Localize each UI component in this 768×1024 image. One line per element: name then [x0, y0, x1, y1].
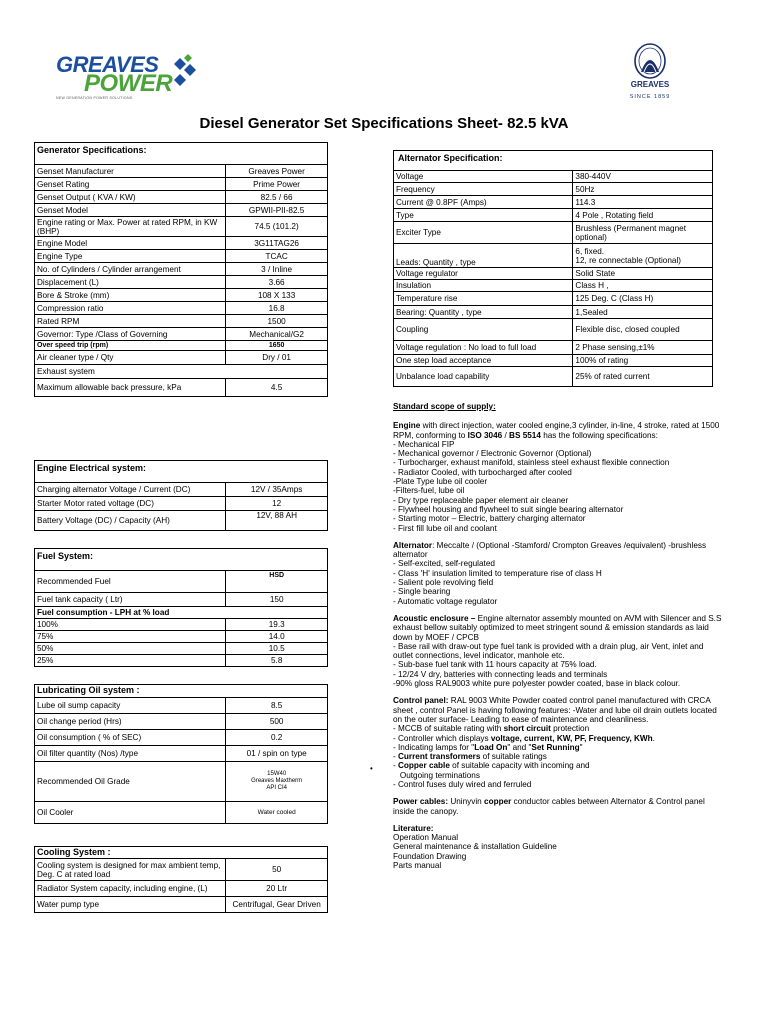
row-value: HSD	[226, 571, 328, 593]
row-label: Governor: Type /Class of Governing	[35, 328, 226, 341]
list-item	[393, 761, 723, 770]
text-run: "	[579, 742, 583, 752]
row-label: Oil consumption ( % of SEC)	[35, 730, 226, 746]
row-label: Coupling	[394, 319, 573, 341]
row-value: 25% of rated current	[573, 367, 713, 387]
list-item	[393, 734, 723, 743]
row-value: 100% of rating	[573, 355, 713, 367]
row-label: Air cleaner type / Qty	[35, 351, 226, 365]
row-label: Maximum allowable back pressure, kPa	[35, 379, 226, 397]
row-label: Type	[394, 209, 573, 222]
row-label: Engine Model	[35, 237, 226, 250]
list-item: - First fill lube oil and coolant	[393, 523, 497, 533]
list-item: - Automatic voltage regulator	[393, 596, 498, 606]
engine-sep: /	[502, 430, 510, 440]
page-title: Diesel Generator Set Specifications Sheet- 82.5 kVA	[199, 115, 569, 132]
row-value: Flexible disc, closed coupled	[573, 319, 713, 341]
row-value: Mechanical/G2	[226, 328, 328, 341]
row-label: One step load acceptance	[394, 355, 573, 367]
control-panel-lead: Control panel:	[393, 696, 449, 706]
row-value: Water cooled	[226, 802, 328, 824]
row-value: 10.5	[226, 643, 328, 655]
text-run: Load On	[474, 742, 508, 752]
text-run: - Controller which displays	[393, 733, 491, 743]
list-item: -Filters-fuel, lube oil	[393, 486, 465, 496]
row-value: 8.5	[226, 698, 328, 714]
list-item: - 12/24 V dry, batteries with connecting leads and terminals	[393, 669, 608, 679]
row-value: 3.66	[226, 276, 328, 289]
list-item: Parts manual	[393, 861, 442, 871]
iso-ref: ISO 3046	[467, 430, 503, 440]
row-value: TCAC	[226, 250, 328, 263]
text-run: of suitable capacity with incoming and	[449, 761, 590, 771]
emblem-name: GREAVES	[630, 80, 670, 89]
row-label: Voltage regulator	[394, 268, 573, 280]
row-value: 1,Sealed	[573, 306, 713, 319]
row-label: Compression ratio	[35, 302, 226, 315]
list-item: - Mechanical FIP	[393, 439, 455, 449]
row-value: Class H ,	[573, 280, 713, 292]
row-value: Brushless (Permanent magnet optional)	[573, 222, 713, 244]
text-run: short circuit	[503, 724, 551, 734]
scope-of-supply	[393, 402, 723, 870]
logo-diamond-icon	[174, 54, 198, 92]
list-item	[393, 743, 723, 752]
row-value: 50Hz	[573, 183, 713, 196]
row-label: Bore & Stroke (mm)	[35, 289, 226, 302]
row-value: 380-440V	[573, 171, 713, 183]
acoustic-lead: Acoustic enclosure –	[393, 613, 476, 623]
alternator-spec-table	[393, 150, 713, 387]
row-label: Charging alternator Voltage / Current (DC)	[35, 483, 226, 497]
table-header: Generator Specifications:	[35, 143, 328, 165]
row-label: Battery Voltage (DC) / Capacity (AH)	[35, 511, 226, 531]
engine-tail: has the following specifications:	[540, 430, 658, 440]
row-label: Fuel consumption - LPH at % load	[35, 607, 328, 619]
row-value: 16.8	[226, 302, 328, 315]
alternator-intro: : Meccalte / (Optional -Stamford/ Crompton Greaves /equivalent) -brushless alternator	[393, 540, 707, 560]
row-label: Starter Motor rated voltage (DC)	[35, 497, 226, 511]
bs-ref: BS 5514	[509, 430, 541, 440]
scope-heading: Standard scope of supply:	[393, 402, 496, 411]
emblem-since: SINCE 1859	[629, 94, 671, 100]
row-label: Fuel tank capacity ( Ltr)	[35, 593, 226, 607]
control-panel-intro: RAL 9003 White Powder coated control panel manufactured with CRCA sheet , control Panel is having following features: -Water and lube oil drain outlets located on the outer surface- Leading to ease of maintenance and cleanliness.	[393, 696, 717, 724]
row-label: Lube oil sump capacity	[35, 698, 226, 714]
row-value: 4 Pole , Rotating field	[573, 209, 713, 222]
row-label: Over speed trip (rpm)	[35, 341, 226, 351]
list-item: General maintenance & installation Guideline	[393, 842, 557, 852]
row-value: 1500	[226, 315, 328, 328]
list-item: Outgoing terminations	[393, 770, 480, 780]
row-value: Greaves Power	[226, 165, 328, 178]
row-label: Displacement (L)	[35, 276, 226, 289]
row-value: 125 Deg. C (Class H)	[573, 292, 713, 306]
acoustic-paragraph	[393, 614, 723, 642]
row-label: Engine rating or Max. Power at rated RPM, in KW (BHP)	[35, 217, 226, 237]
list-item: - Self-excited, self-regulated	[393, 559, 495, 569]
text-run: .	[652, 733, 655, 743]
row-value: 108 X 133	[226, 289, 328, 302]
row-label: Temperature rise	[394, 292, 573, 306]
text-run: " and "	[507, 742, 532, 752]
row-label: Current @ 0.8PF (Amps)	[394, 196, 573, 209]
row-value: 20 Ltr	[226, 881, 328, 897]
row-label: Genset Manufacturer	[35, 165, 226, 178]
text-run: voltage, current, KW, PF, Frequency, KWh	[490, 733, 653, 743]
power-cables-paragraph	[393, 797, 723, 816]
row-value: 4.5	[226, 379, 328, 397]
engine-lead: Engine	[393, 421, 421, 431]
row-label: 100%	[35, 619, 226, 631]
greaves-power-logo	[48, 50, 198, 104]
text-run: conductor cables between Alternator & Control panel inside the canopy.	[393, 797, 705, 816]
text-run: Copper cable	[398, 761, 450, 771]
row-label: Genset Output ( KVA / KW)	[35, 191, 226, 204]
list-item: - Turbocharger, exhaust manifold, stainless steel exhaust flexible connection	[393, 458, 670, 468]
table-header: Alternator Specification:	[394, 151, 713, 171]
electrical-spec-table	[34, 460, 328, 531]
row-value: 12V / 35Amps	[226, 483, 328, 497]
bullet-marker: •	[370, 764, 373, 773]
list-item: - Control fuses duly wired and ferruled	[393, 779, 532, 789]
table-header: Lubricating Oil system :	[35, 685, 328, 698]
list-item: - Radiator Cooled, with turbocharged after cooled	[393, 467, 572, 477]
table-header: Engine Electrical system:	[35, 461, 328, 483]
row-label: Exciter Type	[394, 222, 573, 244]
logo-word-power: POWER	[84, 70, 173, 97]
row-label: Voltage regulation : No load to full load	[394, 341, 573, 355]
control-panel-paragraph	[393, 696, 723, 724]
row-value: 114.3	[573, 196, 713, 209]
engine-paragraph	[393, 421, 723, 440]
row-label: Oil change period (Hrs)	[35, 714, 226, 730]
emblem-icon	[632, 42, 668, 80]
list-item	[393, 752, 723, 761]
greaves-emblem	[620, 42, 680, 104]
row-value: 01 / spin on type	[226, 746, 328, 762]
literature-lead: Literature:	[393, 823, 434, 833]
text-run: protection	[550, 724, 590, 734]
list-item: -90% gloss RAL9003 white pure polyester powder coated, base in black colour.	[393, 679, 681, 689]
row-value: Dry / 01	[226, 351, 328, 365]
engine-intro: with direct injection, water cooled engine,3 cylinder, in-line, 4 stroke, rated at 1500 RPM, conforming to	[393, 421, 720, 440]
literature-heading	[393, 824, 723, 833]
text-run: Uninyvin	[448, 797, 485, 807]
list-item: - Salient pole revolving field	[393, 578, 494, 588]
row-value: Solid State	[573, 268, 713, 280]
table-header: Fuel System:	[35, 549, 328, 571]
row-value	[226, 365, 328, 379]
list-item: Operation Manual	[393, 833, 459, 843]
list-item: - Single bearing	[393, 587, 451, 597]
row-label: No. of Cylinders / Cylinder arrangement	[35, 263, 226, 276]
row-value: 5.8	[226, 655, 328, 667]
row-value: Prime Power	[226, 178, 328, 191]
row-label: Exhaust system	[35, 365, 226, 379]
list-item: - Base rail with draw-out type fuel tank is provided with a drain plug, air Vent, inlet and outlet connections, level indicator, manhole etc.	[393, 641, 704, 661]
text-run: -	[393, 752, 399, 762]
text-run: Current transformers	[398, 752, 481, 762]
lube-spec-table	[34, 684, 328, 824]
row-value: Centrifugal, Gear Driven	[226, 897, 328, 913]
row-label: Genset Rating	[35, 178, 226, 191]
text-run: of suitable ratings	[480, 752, 547, 762]
row-label: Frequency	[394, 183, 573, 196]
row-label: Insulation	[394, 280, 573, 292]
list-item: - Dry type replaceable paper element air cleaner	[393, 495, 569, 505]
text-run: -	[393, 761, 399, 771]
list-item: - Class 'H' insulation limited to temperature rise of class H	[393, 568, 602, 578]
row-label: Leads: Quantity , type	[394, 244, 573, 268]
row-value: 50	[226, 859, 328, 881]
row-label: 25%	[35, 655, 226, 667]
row-label: Oil filter quantity (Nos) /type	[35, 746, 226, 762]
list-item: - Sub-base fuel tank with 11 hours capacity at 75% load.	[393, 660, 597, 670]
row-value: 19.3	[226, 619, 328, 631]
row-value: 82.5 / 66	[226, 191, 328, 204]
row-label: Recommended Oil Grade	[35, 762, 226, 802]
power-cables-lead: Power cables:	[393, 797, 449, 807]
list-item: - Flywheel housing and flywheel to suit single bearing alternator	[393, 504, 624, 514]
row-label: Voltage	[394, 171, 573, 183]
row-label: Recommended Fuel	[35, 571, 226, 593]
row-value: 3G11TAG26	[226, 237, 328, 250]
row-label: Genset Model	[35, 204, 226, 217]
row-label: Engine Type	[35, 250, 226, 263]
row-label: Rated RPM	[35, 315, 226, 328]
list-item	[393, 724, 723, 733]
table-header: Cooling System :	[35, 847, 328, 859]
alternator-paragraph	[393, 541, 723, 560]
list-item: - Mechanical governor / Electronic Governor (Optional)	[393, 449, 592, 459]
acoustic-intro: Engine alternator assembly mounted on AVM with Silencer and S.S exhaust bellow suitably optimized to meet stringent sound & emission standards as laid down by MOEF / CPCB	[393, 613, 722, 642]
row-label: Radiator System capacity, including engine, (L)	[35, 881, 226, 897]
row-value: 12	[226, 497, 328, 511]
row-value: 74.5 (101.2)	[226, 217, 328, 237]
logo-tagline: NEW GENERATION POWER SOLUTIONS	[56, 96, 133, 100]
row-label: Oil Cooler	[35, 802, 226, 824]
fuel-spec-table	[34, 548, 328, 667]
cooling-spec-table	[34, 846, 328, 913]
list-item: Foundation Drawing	[393, 851, 467, 861]
row-label: Cooling system is designed for max ambient temp, Deg. C at rated load	[35, 859, 226, 881]
row-value: 15W40 Greaves Maxtherm API CI4	[226, 762, 328, 802]
row-value: 14.0	[226, 631, 328, 643]
row-value: GPWII-PII-82.5	[226, 204, 328, 217]
row-value: 500	[226, 714, 328, 730]
row-value: 0.2	[226, 730, 328, 746]
row-value: 2 Phase sensing,±1%	[573, 341, 713, 355]
logo-word-greaves: GREAVES	[56, 52, 159, 77]
alternator-lead: Alternator	[393, 540, 433, 550]
text-run: Set Running	[531, 742, 580, 752]
row-value: 6, fixed. 12, re connectable (Optional)	[573, 244, 713, 268]
row-label: 75%	[35, 631, 226, 643]
list-item: -Plate Type lube oil cooler	[393, 477, 488, 487]
text-run: copper	[484, 797, 512, 807]
row-value: 3 / Inline	[226, 263, 328, 276]
text-run: - MCCB of suitable rating with	[393, 724, 504, 734]
list-item: - Starting motor – Electric, battery charging alternator	[393, 514, 586, 524]
row-value: 150	[226, 593, 328, 607]
row-label: 50%	[35, 643, 226, 655]
row-label: Unbalance load capability	[394, 367, 573, 387]
text-run: - Indicating lamps for "	[393, 742, 475, 752]
row-label: Bearing: Quantity , type	[394, 306, 573, 319]
row-value: 1650	[226, 341, 328, 351]
row-value: 12V, 88 AH	[226, 511, 328, 531]
row-label: Water pump type	[35, 897, 226, 913]
generator-spec-table	[34, 142, 328, 397]
